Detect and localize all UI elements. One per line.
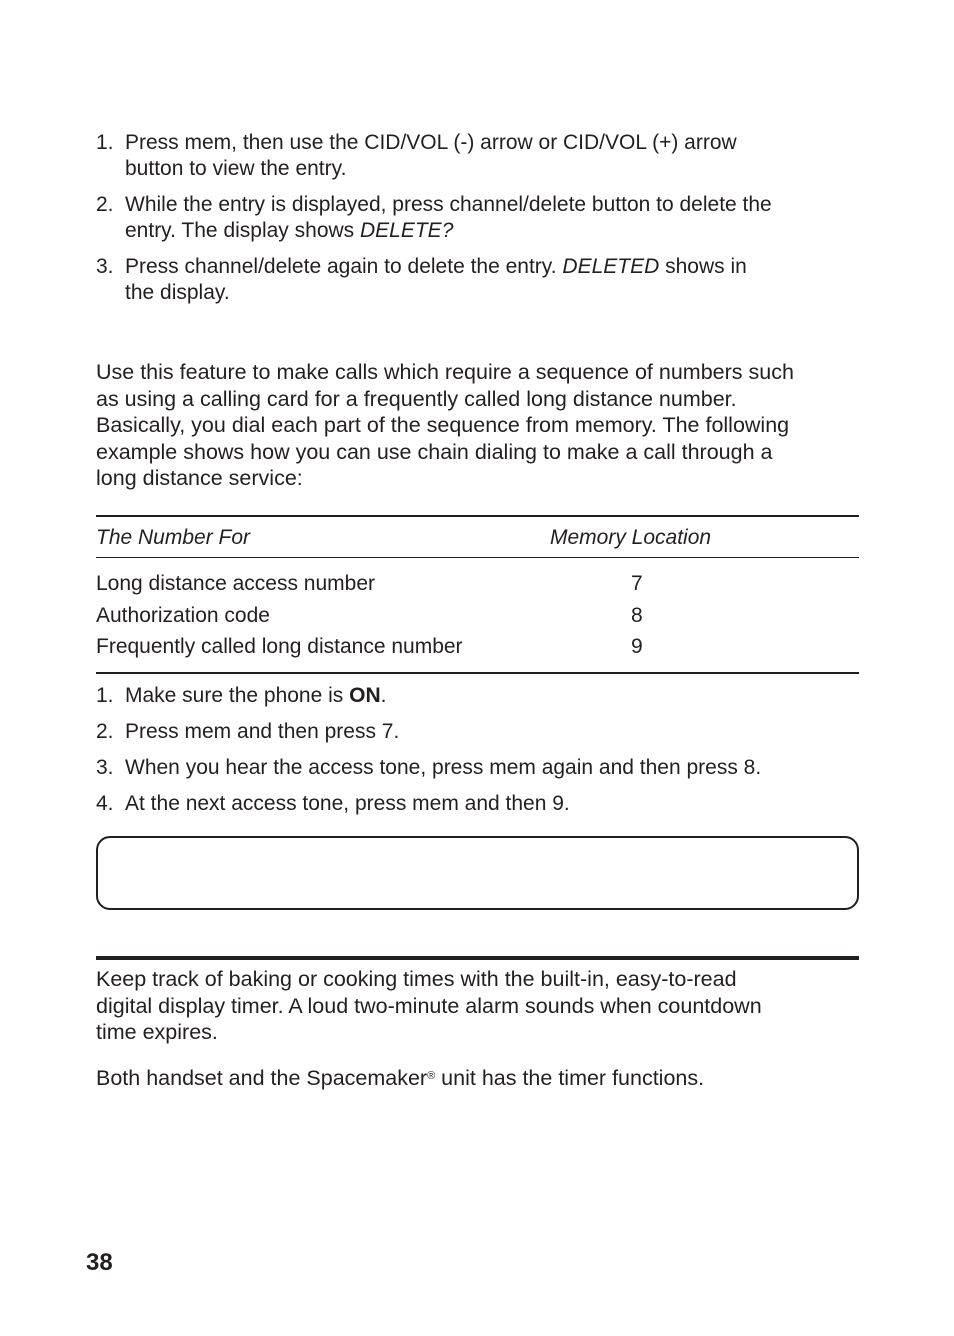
step-number: 3. bbox=[96, 756, 114, 779]
display-message: DELETE? bbox=[360, 219, 454, 242]
table-header bbox=[96, 517, 859, 558]
intro-line: digital display timer. A loud two-minute alarm sounds when countdown bbox=[96, 993, 762, 1018]
note-text: Both handset and the Spacemaker bbox=[96, 1066, 428, 1090]
step-text-line: button to view the entry. bbox=[125, 157, 347, 180]
memory-location-table bbox=[96, 515, 859, 674]
step-text: Press mem and then press 7. bbox=[125, 720, 400, 743]
table-cell: Long distance access number bbox=[96, 572, 375, 595]
intro-line: as using a calling card for a frequently called long distance number. bbox=[96, 386, 737, 411]
step-text: At the next access tone, press mem and then 9. bbox=[125, 792, 570, 815]
step-text: When you hear the access tone, press mem again and then press 8. bbox=[125, 756, 762, 779]
step-text: Press channel/delete again to delete the entry. bbox=[125, 255, 563, 278]
note-text: unit has the timer functions. bbox=[435, 1066, 705, 1090]
chain-dialing-intro bbox=[96, 359, 859, 492]
delete-step-3 bbox=[96, 254, 859, 306]
column-header: Memory Location bbox=[550, 526, 712, 549]
table-cell: 9 bbox=[631, 635, 643, 658]
step-text: shows in bbox=[659, 255, 747, 278]
step-text: entry. The display shows bbox=[125, 219, 360, 242]
timer-note bbox=[96, 1065, 859, 1092]
power-state: ON bbox=[349, 684, 381, 707]
step-text-line: While the entry is displayed, press channel/delete button to delete the bbox=[125, 193, 772, 216]
delete-step-1 bbox=[96, 130, 859, 182]
step-number: 2. bbox=[96, 193, 114, 216]
display-message: DELETED bbox=[562, 255, 660, 278]
note-box bbox=[96, 836, 859, 910]
chain-step-3 bbox=[96, 755, 859, 781]
step-text-line: the display. bbox=[125, 281, 230, 304]
timer-intro bbox=[96, 966, 859, 1046]
section-divider bbox=[96, 956, 859, 960]
table-cell: 7 bbox=[631, 572, 643, 595]
chain-step-1 bbox=[96, 683, 859, 709]
step-number: 4. bbox=[96, 792, 114, 815]
chain-dialing-steps bbox=[96, 683, 859, 817]
chain-step-2 bbox=[96, 719, 859, 745]
intro-line: long distance service: bbox=[96, 466, 303, 490]
column-header: The Number For bbox=[96, 526, 251, 549]
timer-note-text bbox=[96, 1065, 859, 1092]
step-number: 1. bbox=[96, 131, 114, 154]
table-bottom-rule bbox=[96, 672, 859, 674]
table-row bbox=[96, 635, 859, 672]
step-text-line bbox=[125, 254, 859, 280]
intro-line: time expires. bbox=[96, 1020, 218, 1044]
page-number: 38 bbox=[86, 1249, 113, 1276]
registered-mark: ® bbox=[427, 1070, 436, 1082]
step-text: . bbox=[380, 684, 387, 707]
intro-line: example shows how you can use chain dialing to make a call through a bbox=[96, 439, 773, 464]
table-row bbox=[96, 604, 859, 636]
delete-steps-list bbox=[96, 130, 859, 306]
step-text: Make sure the phone is bbox=[125, 684, 350, 707]
step-number: 3. bbox=[96, 255, 114, 278]
table-cell: Frequently called long distance number bbox=[96, 635, 463, 658]
intro-line: Use this feature to make calls which require a sequence of numbers such bbox=[96, 360, 794, 384]
step-number: 1. bbox=[96, 684, 114, 707]
step-text-line: Press mem, then use the CID/VOL (-) arrow or CID/VOL (+) arrow bbox=[125, 131, 737, 154]
table-cell: 8 bbox=[631, 603, 643, 627]
chain-step-4 bbox=[96, 791, 859, 817]
intro-line: Basically, you dial each part of the sequence from memory. The following bbox=[96, 413, 790, 437]
step-text-line bbox=[125, 218, 859, 244]
intro-line: Keep track of baking or cooking times with the built-in, easy-to-read bbox=[96, 967, 737, 991]
table-row bbox=[96, 572, 859, 604]
delete-step-2 bbox=[96, 192, 859, 244]
table-cell: Authorization code bbox=[96, 603, 270, 627]
step-number: 2. bbox=[96, 720, 114, 743]
